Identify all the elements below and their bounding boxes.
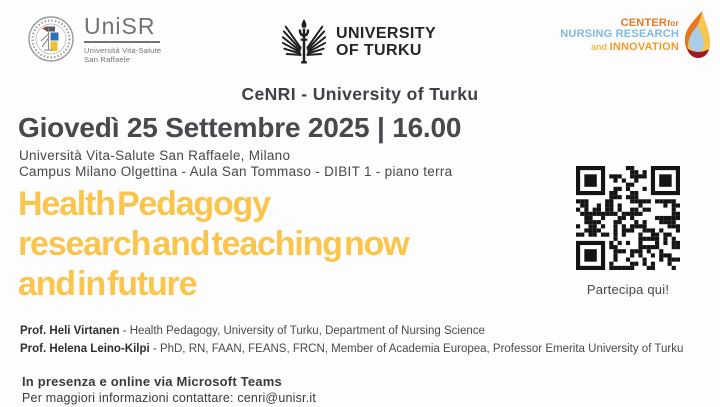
speaker-name: Prof. Helena Leino-Kilpi [20,343,150,355]
unisr-seal-icon [28,16,74,62]
unisr-subtitle-1: Università Vita-Salute [84,45,162,55]
cenri-flame-icon [681,11,711,60]
org-heading: CeNRI - University of Turku [241,84,479,104]
unisr-wordmark: UniSR [84,13,156,39]
event-title-line2: research and teaching now [18,225,409,263]
cenri-logo-line1: CENTERfor [620,17,679,29]
speaker-name: Prof. Heli Virtanen [20,325,120,337]
unisr-logo [28,13,161,64]
unisr-divider [84,41,160,43]
event-title [18,184,408,304]
event-title-line1: Health Pedagogy [18,185,270,223]
utu-torch-icon [281,18,327,66]
footer [22,374,316,405]
cenri-logo [560,11,711,60]
qr-block [576,166,680,297]
event-location-line1: Università Vita-Salute San Raffaele, Milano [19,148,291,163]
footer-contact-info: Per maggiori informazioni contattare: cenri@unisr.it [22,391,317,405]
event-location-line2: Campus Milano Olgettina - Aula San Tommaso - DIBIT 1 - piano terra [19,164,453,179]
cenri-logo-line2: NURSING RESEARCH [560,28,679,40]
cenri-logo-line3: and INNOVATION [591,41,679,53]
utu-name-line1: UNIVERSITY [336,25,437,42]
speakers-list [20,322,683,358]
event-title-line3: and in future [18,265,197,303]
unisr-subtitle-2: San Raffaele [84,54,131,64]
speaker-row [20,322,683,340]
footer-attendance-info: In presenza e online via Microsoft Teams [22,374,282,389]
event-datetime: Giovedì 25 Settembre 2025 | 16.00 [18,112,462,143]
utu-name-line2: OF TURKU [336,42,422,59]
speaker-details: - PhD, RN, FAAN, FEANS, FRCN, Member of Academia Europea, Professor Emerita University of Turku [149,343,684,355]
speaker-row [20,340,683,358]
university-of-turku-logo [281,18,436,66]
speaker-details: - Health Pedagogy, University of Turku, Department of Nursing Science [119,325,485,337]
qr-caption: Partecipa qui! [586,282,670,297]
qr-code [576,166,680,270]
